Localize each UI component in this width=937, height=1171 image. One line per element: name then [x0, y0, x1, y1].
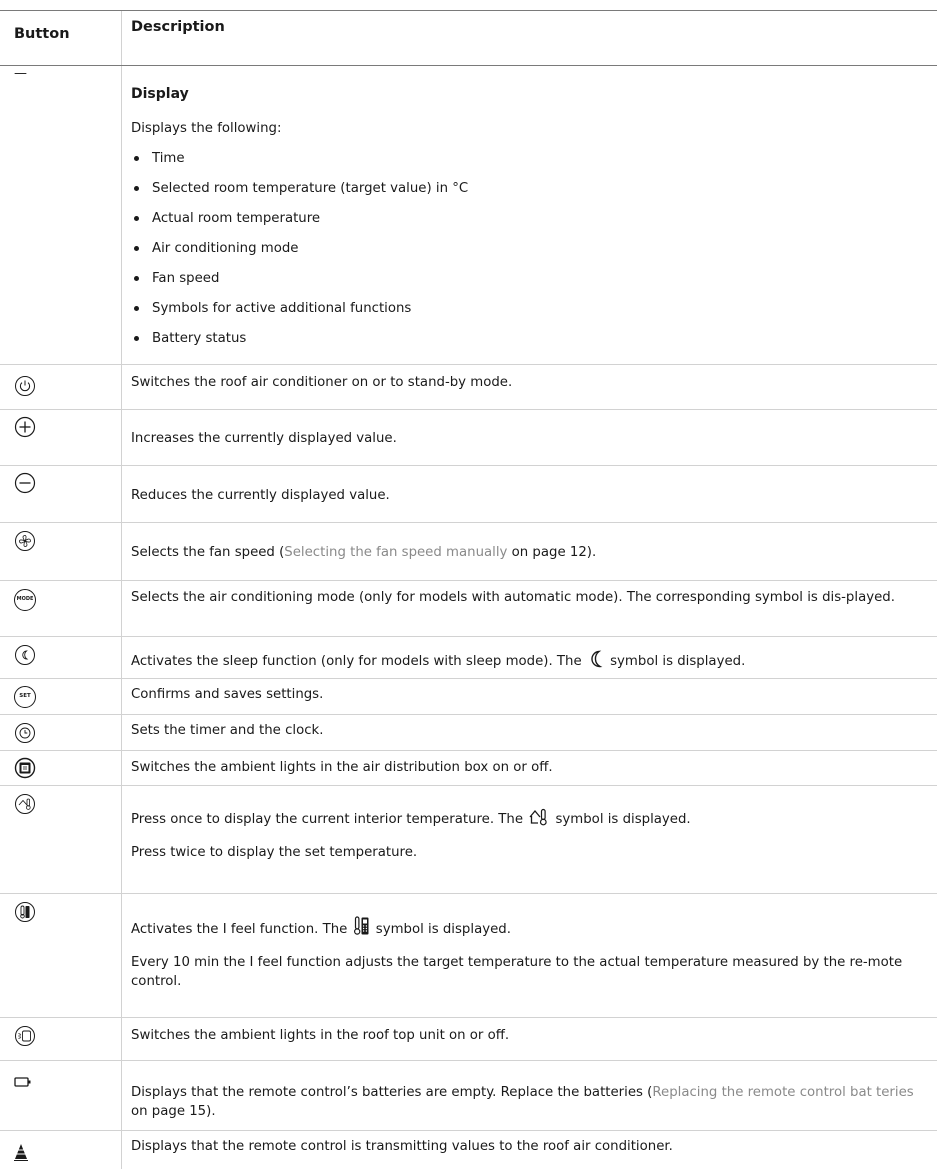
display-title: Display: [131, 86, 189, 102]
replace-batteries-link[interactable]: Replacing the remote control bat teries: [652, 1085, 914, 1100]
interior-temp-icon: [14, 793, 36, 815]
description-cell: [122, 1131, 937, 1169]
description-cell: [122, 1061, 937, 1130]
i-feel-symbol-icon: [354, 916, 370, 936]
battery-text-after: on page 15).: [131, 1104, 216, 1119]
description-cell: [122, 715, 937, 750]
i-feel-description: [131, 916, 925, 939]
minus-description: Reduces the currently displayed value.: [131, 488, 390, 503]
list-item: Fan speed: [131, 269, 925, 288]
table-row-display: [0, 66, 937, 364]
description-cell: [122, 786, 937, 893]
set-icon-label: SET: [19, 693, 31, 699]
mode-icon: [14, 589, 36, 611]
header-description: Description: [131, 19, 225, 35]
ambient-roof-description: Switches the ambient lights in the roof top unit on or off.: [131, 1028, 510, 1043]
table-row-power: [0, 364, 937, 409]
i-feel-icon: [14, 901, 36, 923]
power-icon: [14, 375, 36, 397]
description-cell: [122, 1018, 937, 1060]
set-icon: [14, 686, 36, 708]
button-cell: [0, 466, 122, 522]
table-row-mode: [0, 580, 937, 636]
button-cell: [0, 786, 122, 893]
sleep-icon: [14, 644, 36, 666]
i-feel-text-before: Activates the I feel function. The: [131, 922, 352, 937]
table-row-i-feel: [0, 893, 937, 1017]
button-cell: [0, 715, 122, 750]
table-row-fan: [0, 522, 937, 580]
fan-description: [131, 543, 925, 562]
interior-temp-text-before: Press once to display the current interior temperature. The: [131, 812, 528, 827]
plus-circle-icon: [14, 416, 36, 438]
description-cell: [122, 637, 937, 678]
interior-temp-description-2: Press twice to display the set temperature.: [131, 845, 418, 860]
description-cell: [122, 66, 937, 364]
fan-text-after: on page 12).: [507, 545, 597, 560]
interior-temp-text-after: symbol is displayed.: [551, 812, 691, 827]
sleep-text-before: Activates the sleep function (only for models with sleep mode). The: [131, 654, 586, 669]
table-row-plus: [0, 409, 937, 465]
i-feel-text-after: symbol is displayed.: [371, 922, 511, 937]
minus-circle-icon: [14, 472, 36, 494]
button-cell: [0, 1131, 122, 1169]
transmit-description: Displays that the remote control is transmitting values to the roof air conditioner.: [131, 1139, 673, 1154]
button-description-table: [0, 10, 937, 1169]
interior-temp-symbol-icon: [529, 808, 549, 826]
table-row-minus: [0, 465, 937, 522]
i-feel-description-2: Every 10 min the I feel function adjusts the target temperature to the actual temperature measured by the re-mote control.: [131, 955, 903, 989]
list-item: Symbols for active additional functions: [131, 299, 925, 318]
button-cell: [0, 66, 122, 364]
fan-speed-link[interactable]: Selecting the fan speed manually: [284, 545, 508, 560]
table-row-battery: [0, 1060, 937, 1130]
ambient-box-description: Switches the ambient lights in the air distribution box on or off.: [131, 760, 553, 775]
mode-icon-label: MODE: [16, 596, 34, 602]
mode-description: Selects the air conditioning mode (only for models with automatic mode). The corresponding symbol is dis-played.: [131, 590, 895, 605]
button-cell: [0, 523, 122, 580]
clock-icon: [14, 722, 36, 744]
button-cell: [0, 581, 122, 636]
description-cell: [122, 466, 937, 522]
battery-text-before: Displays that the remote control’s batteries are empty. Replace the batteries (: [131, 1085, 653, 1100]
description-cell: [122, 679, 937, 714]
moon-icon: [588, 650, 604, 668]
sleep-text-after: symbol is displayed.: [605, 654, 746, 669]
table-row-ambient-box: [0, 750, 937, 785]
button-cell: [0, 637, 122, 678]
table-header-row: [0, 10, 937, 66]
table-row-transmit: [0, 1130, 937, 1169]
plus-description: Increases the currently displayed value.: [131, 431, 397, 446]
list-item: Battery status: [131, 329, 925, 348]
table-row-timer: [0, 714, 937, 750]
interior-temp-description: [131, 808, 925, 829]
description-cell: [122, 581, 937, 636]
battery-icon: [14, 1076, 32, 1088]
fan-text-before: Selects the fan speed (: [131, 545, 285, 560]
roof-light-icon: [14, 1025, 36, 1047]
header-button: Button: [0, 11, 122, 65]
display-intro: Displays the following:: [131, 121, 282, 136]
table-row-sleep: [0, 636, 937, 678]
display-dash: —: [14, 66, 27, 81]
display-list: [131, 149, 925, 348]
button-cell: [0, 679, 122, 714]
button-cell: [0, 365, 122, 409]
power-description: Switches the roof air conditioner on or to stand-by mode.: [131, 375, 513, 390]
button-cell: [0, 1061, 122, 1130]
table-row-interior-temp: [0, 785, 937, 893]
list-item: Air conditioning mode: [131, 239, 925, 258]
list-item: Time: [131, 149, 925, 168]
button-cell: [0, 894, 122, 1017]
button-cell: [0, 751, 122, 785]
button-cell: [0, 410, 122, 465]
button-cell: [0, 1018, 122, 1060]
description-cell: [122, 523, 937, 580]
transmit-icon: [14, 1143, 28, 1161]
table-row-set: [0, 678, 937, 714]
list-item: Selected room temperature (target value) in °C: [131, 179, 925, 198]
table-row-ambient-roof: [0, 1017, 937, 1060]
battery-description: [131, 1083, 925, 1121]
timer-description: Sets the timer and the clock.: [131, 723, 324, 738]
list-item: Actual room temperature: [131, 209, 925, 228]
light-box-icon: [14, 757, 36, 779]
set-description: Confirms and saves settings.: [131, 687, 324, 702]
description-cell: [122, 751, 937, 785]
sleep-description: [131, 650, 925, 671]
description-cell: [122, 410, 937, 465]
description-cell: [122, 894, 937, 1017]
description-cell: [122, 365, 937, 409]
fan-icon: [14, 530, 36, 552]
